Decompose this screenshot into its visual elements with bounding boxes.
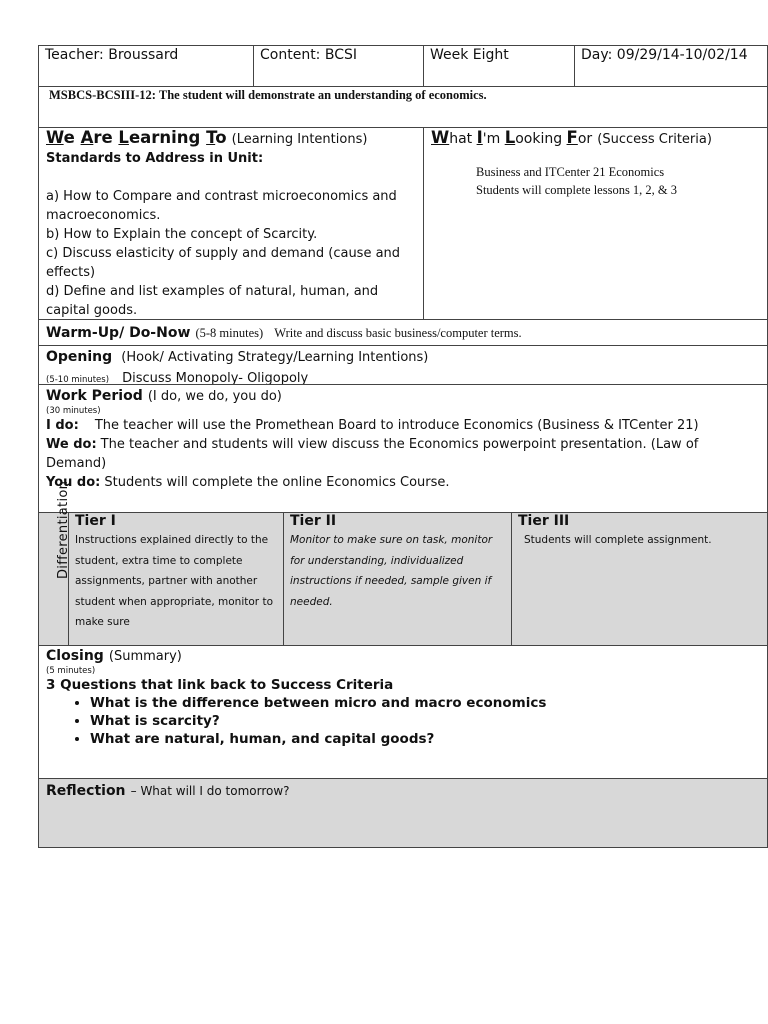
tier-3-cell: [511, 512, 768, 646]
week-cell: [423, 45, 575, 87]
standard-item: c) Discuss elasticity of supply and demand (cause and effects): [46, 246, 401, 280]
work-period: [38, 384, 768, 513]
work-time: (30 minutes): [46, 406, 101, 416]
week-label: Week Eight: [430, 47, 509, 63]
day-cell: [574, 45, 768, 87]
teacher-cell: [38, 45, 254, 87]
you-do: [46, 473, 760, 492]
tier-2-text: Monitor to make sure on task, monitor for understanding, individualized instructions if needed, sample given if needed.: [290, 534, 493, 608]
standard-row: [38, 86, 768, 128]
criteria-line: Students will complete lessons 1, 2, & 3: [476, 183, 678, 197]
questions-list: [46, 694, 760, 748]
warmup-label: Warm-Up/ Do-Now: [46, 325, 191, 341]
work-subtitle: (I do, we do, you do): [147, 389, 282, 404]
warmup-text: Write and discuss basic business/computer terms.: [274, 326, 522, 340]
tier-1-text: Instructions explained directly to the student, extra time to complete assignments, partner with another student when appropriate, monitor to make sure: [75, 534, 273, 628]
opening-row: [38, 345, 768, 385]
standard-item: a) How to Compare and contrast microeconomics and macroeconomics.: [46, 189, 397, 223]
looking-subtitle: (Success Criteria): [597, 132, 712, 147]
learning-subtitle: (Learning Intentions): [231, 132, 368, 147]
success-criteria: [423, 127, 768, 320]
we-do-text: The teacher and students will view discuss the Economics powerpoint presentation. (Law of Demand): [46, 437, 699, 471]
i-do: [46, 416, 760, 435]
learning-intentions: [38, 127, 424, 320]
work-label: Work Period: [46, 388, 143, 404]
looking-title: What I'm Looking For (Success Criteria): [431, 128, 712, 147]
standard-text: MSBCS-BCSIII-12: The student will demonstrate an understanding of economics.: [49, 88, 487, 102]
closing-label: Closing: [46, 648, 104, 664]
standard-item: d) Define and list examples of natural, human, and capital goods.: [46, 284, 379, 318]
question-item: • What is scarcity?: [90, 712, 760, 730]
warmup-time: (5-8 minutes): [195, 326, 264, 340]
tier-3-title: Tier III: [518, 513, 570, 529]
we-do-label: We do:: [46, 437, 97, 452]
closing-time: (5 minutes): [46, 666, 96, 676]
you-do-label: You do:: [46, 475, 101, 490]
question-item: • What is the difference between micro and macro economics: [90, 694, 760, 712]
opening-text: Discuss Monopoly- Oligopoly: [122, 371, 309, 386]
we-do: [46, 435, 760, 473]
i-do-label: I do:: [46, 418, 79, 433]
content-name: Content: BCSI: [260, 47, 357, 63]
closing-row: [38, 645, 768, 779]
closing-subtitle: (Summary): [108, 649, 182, 664]
criteria-text: [431, 163, 760, 199]
reflection-text: – What will I do tomorrow?: [130, 784, 290, 798]
tier-3-text: Students will complete assignment.: [524, 534, 712, 546]
i-do-text: The teacher will use the Promethean Board to introduce Economics (Business & ITCenter 21): [94, 418, 699, 433]
day-label: Day: 09/29/14-10/02/14: [581, 47, 748, 63]
differentiation-label: Differentiation: [56, 480, 71, 579]
teacher-name: Teacher: Broussard: [45, 47, 179, 63]
warmup-row: [38, 319, 768, 346]
opening-label: Opening: [46, 349, 113, 365]
opening-time: (5-10 minutes): [46, 375, 110, 385]
tier-1-title: Tier I: [75, 513, 116, 529]
you-do-text: Students will complete the online Economics Course.: [104, 475, 450, 490]
standards-heading: Standards to Address in Unit:: [46, 151, 264, 166]
opening-subtitle: (Hook/ Activating Strategy/Learning Intentions): [121, 350, 429, 365]
reflection-label: Reflection: [46, 783, 126, 799]
standard-item: b) How to Explain the concept of Scarcity.: [46, 227, 318, 242]
tier-2-title: Tier II: [290, 513, 337, 529]
content-cell: [253, 45, 424, 87]
tier-2-cell: [283, 512, 512, 646]
reflection-row: [38, 778, 768, 848]
learning-title: We Are Learning To (Learning Intentions): [46, 128, 368, 147]
tier-1-cell: [68, 512, 284, 646]
question-item: • What are natural, human, and capital goods?: [90, 730, 760, 748]
closing-heading: 3 Questions that link back to Success Criteria: [46, 677, 394, 693]
criteria-line: Business and ITCenter 21 Economics: [476, 165, 665, 179]
